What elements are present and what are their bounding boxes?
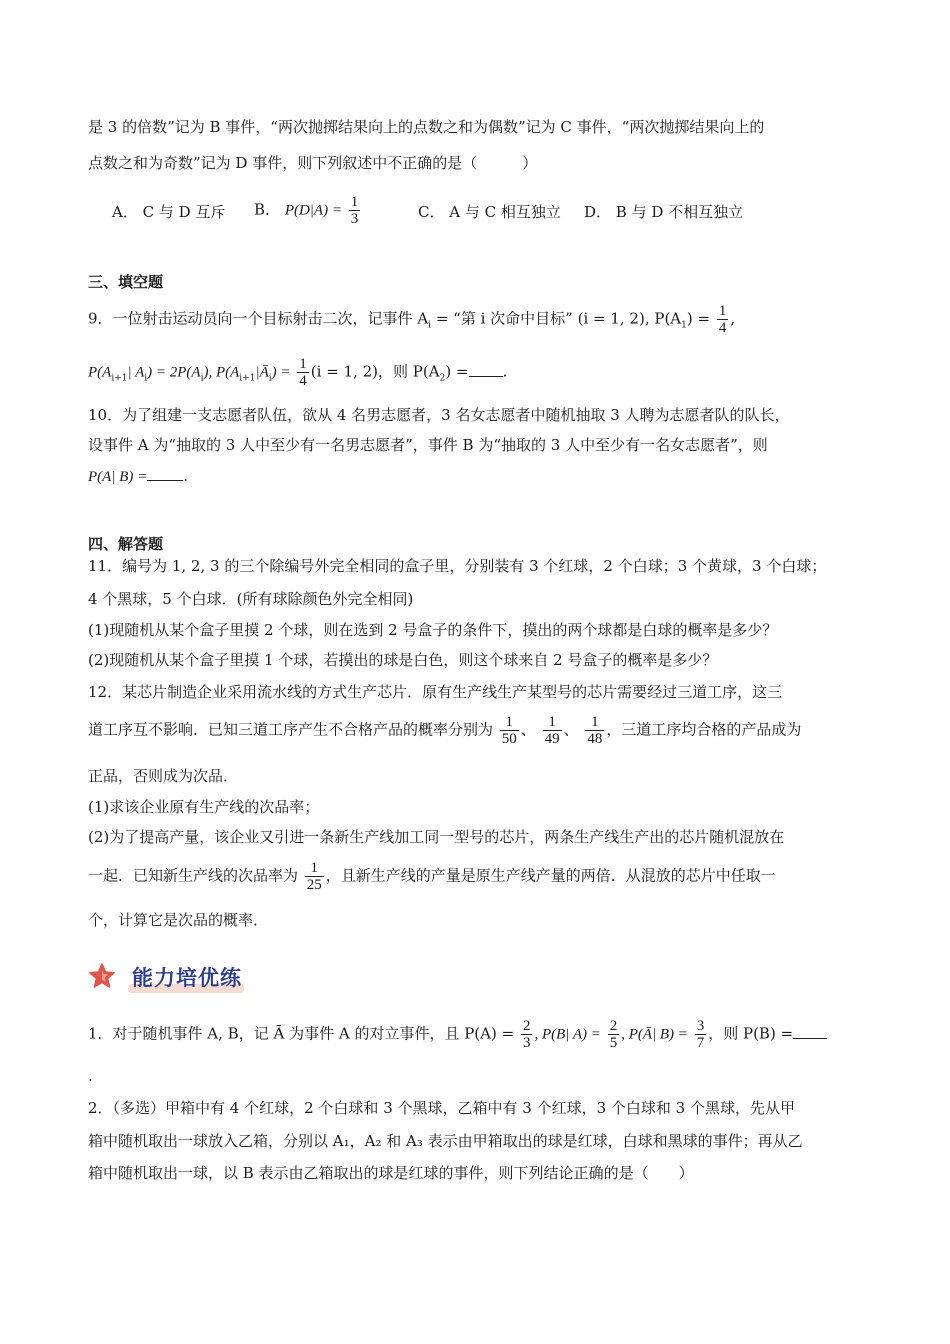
p1-line-1 (88, 1018, 827, 1051)
fraction-numerator: 2 (522, 1018, 531, 1034)
q12-text: ，三道工序均合格的产品成为 (606, 720, 802, 739)
q9-text: ) = (686, 309, 711, 328)
fraction-numerator: 1 (500, 714, 519, 731)
q12-text: 道工序互不影响．已知三道工序产生不合格产品的概率分别为 (88, 720, 494, 739)
q12-fraction-a (500, 714, 519, 747)
q12-fraction-c (585, 714, 604, 747)
subscript: i (428, 320, 432, 331)
q12-line-2 (88, 714, 801, 747)
fraction-denominator: 48 (587, 731, 603, 747)
fraction-denominator: 4 (299, 373, 307, 389)
q12-fraction-d (305, 860, 324, 893)
subscript: i+1 (239, 373, 256, 384)
p1-fraction-3 (695, 1018, 707, 1051)
subscript: i (200, 373, 204, 384)
q12-line-6 (88, 860, 776, 893)
p2-line-2: 箱中随机取出一球放入乙箱，分别以 A₁，A₂ 和 A₃ 表示由甲箱取出的球是红球，白球和黑球的事件；再从乙 (88, 1132, 803, 1150)
q12-separator: 、 (520, 720, 536, 739)
q11-line-2: 4 个黑球，5 个白球．(所有球除颜色外完全相同) (88, 590, 414, 608)
q12-line-1: 12．某芯片制造企业采用流水线的方式生产芯片．原有生产线生产某型号的芯片需要经过三道工序，这三 (88, 683, 783, 701)
fraction-numerator: 2 (609, 1018, 618, 1034)
fraction-denominator: 4 (718, 320, 727, 336)
q11-line-1: 11．编号为 1, 2, 3 的三个除编号外完全相同的盒子里，分别装有 3 个红球，2 个白球；3 个黄球，3 个白球； (88, 557, 827, 575)
q8-option-b (254, 194, 362, 227)
q10-expr: P(A| B) = (88, 469, 148, 485)
q9-expr: P(A (88, 364, 112, 381)
subscript: i (144, 373, 148, 384)
subscript: 1 (681, 320, 687, 331)
q11-line-4: (2)现随机从某个盒子里摸 1 个球，若摸出的球是白色，则这个球来自 2 号盒子的概率是多少？ (88, 651, 718, 669)
q9-expr: | A (127, 364, 145, 381)
q8-option-b-fraction (349, 194, 361, 227)
q12-line-3: 正品，否则成为次品． (88, 767, 239, 785)
answer-blank[interactable] (469, 362, 503, 377)
p2-line-3: 箱中随机取出一球，以 B 表示由乙箱取出的球是红球的事件，则下列结论正确的是（ ） (88, 1164, 694, 1182)
fraction-denominator: 49 (544, 731, 560, 747)
fraction-numerator: 1 (543, 714, 562, 731)
p1-text: 1．对于随机事件 A, B，记 Ā 为事件 A 的对立事件，且 P(A) = (88, 1024, 515, 1043)
q12-fraction-b (543, 714, 562, 747)
q11-line-3: (1)现随机从某个盒子里摸 2 个球，则在选到 2 号盒子的条件下，摸出的两个球都是白球的概率是多少？ (88, 621, 778, 639)
q10-line-3 (88, 466, 188, 487)
q8-option-c: C． A 与 C 相互独立 (418, 203, 561, 221)
section-heading-fill-in: 三、填空题 (88, 273, 164, 291)
fraction-denominator: 3 (522, 1035, 531, 1051)
subscript: 2 (439, 373, 446, 384)
answer-blank[interactable] (793, 1024, 827, 1039)
q9-fraction-2 (297, 356, 309, 389)
q8-line-2: 点数之和为奇数”记为 D 事件，则下列叙述中不正确的是（ ） (88, 154, 538, 172)
q9-text: (i = 1, 2)，则 P(A (310, 362, 440, 381)
fraction-numerator: 3 (696, 1018, 705, 1034)
fraction-denominator: 3 (350, 211, 359, 227)
q9-expr: |Ā (255, 364, 269, 381)
star-icon (88, 962, 116, 990)
q8-option-b-label: B． (254, 200, 281, 219)
q8-option-a: A． C 与 D 互斥 (112, 203, 226, 221)
fraction-denominator: 25 (306, 877, 322, 893)
section-heading-solve: 四、解答题 (88, 535, 164, 553)
q8-line-1: 是 3 的倍数”记为 B 事件，“两次抛掷结果向上的点数之和为偶数”记为 C 事件，“两次抛掷结果向上的 (88, 118, 765, 136)
q9-text: = “第 i 次命中目标” (i = 1, 2), P(A (431, 309, 682, 328)
answer-blank[interactable] (147, 466, 183, 481)
p1-expr: , P(Ā| B) = (621, 1026, 688, 1043)
q9-expr: ) = 2P(A (147, 364, 201, 381)
q12-line-4: (1)求该企业原有生产线的次品率； (88, 798, 320, 816)
q9-expr: ), P(A (203, 364, 240, 381)
fraction-denominator: 50 (501, 731, 517, 747)
q8-option-b-expr: P(D|A) = (284, 202, 342, 219)
q12-line-7: 个，计算它是次品的概率． (88, 911, 269, 929)
fraction-numerator: 1 (718, 303, 727, 319)
q12-separator: 、 (563, 720, 579, 739)
fraction-numerator: 1 (585, 714, 604, 731)
q9-expr: ) = (271, 364, 291, 381)
q9-fraction-1 (717, 303, 729, 336)
q8-option-d: D． B 与 D 不相互独立 (584, 203, 744, 221)
q10-line-1: 10．为了组建一支志愿者队伍，欲从 4 名男志愿者，3 名女志愿者中随机抽取 3 人聘为志愿者队的队长， (88, 406, 790, 424)
q9-text: ) = (445, 362, 469, 381)
q10-line-2: 设事件 A 为“抽取的 3 人中至少有一名男志愿者”，事件 B 为“抽取的 3 人中至少有一名女志愿者”，则 (88, 436, 768, 454)
subscript: i (268, 373, 272, 384)
p1-text: ，则 P(B) = (708, 1024, 794, 1043)
p1-line-2: . (88, 1067, 93, 1085)
p2-line-1: 2．（多选）甲箱中有 4 个红球，2 个白球和 3 个黑球，乙箱中有 3 个红球，3 个白球和 3 个黑球，先从甲 (88, 1099, 795, 1117)
fraction-numerator: 1 (305, 860, 324, 877)
fraction-numerator: 1 (350, 194, 359, 210)
q12-text: 一起．已知新生产线的次品率为 (88, 866, 299, 885)
banner-title: 能力培优练 (132, 966, 242, 990)
q9-text: 9．一位射击运动员向一个目标射击二次，记事件 A (88, 309, 429, 328)
fraction-numerator: 1 (299, 356, 307, 372)
subscript: i+1 (111, 373, 128, 384)
p1-fraction-1 (521, 1018, 533, 1051)
q10-text: . (183, 467, 189, 485)
q12-text: ，且新生产线的产量是原生产线产量的两倍．从混放的芯片中任取一 (325, 866, 776, 885)
p1-expr: , P(B| A) = (534, 1026, 601, 1043)
q12-line-5: (2)为了提高产量，该企业又引进一条新生产线加工同一型号的芯片，两条生产线生产出的芯片随机混放在 (88, 828, 785, 846)
fraction-denominator: 5 (609, 1035, 618, 1051)
p1-fraction-2 (608, 1018, 620, 1051)
q9-text: . (502, 362, 508, 381)
fraction-denominator: 7 (696, 1035, 705, 1051)
q9-line-1: 9．一位射击运动员向一个目标射击二次，记事件 $A_i$ = “第 i 次命中目标” (i = 1, 2), $P(A_1)$ = $\frac{1}{4}$ , (88, 303, 736, 336)
q9-line-2 (88, 356, 507, 389)
section-banner (88, 960, 258, 994)
